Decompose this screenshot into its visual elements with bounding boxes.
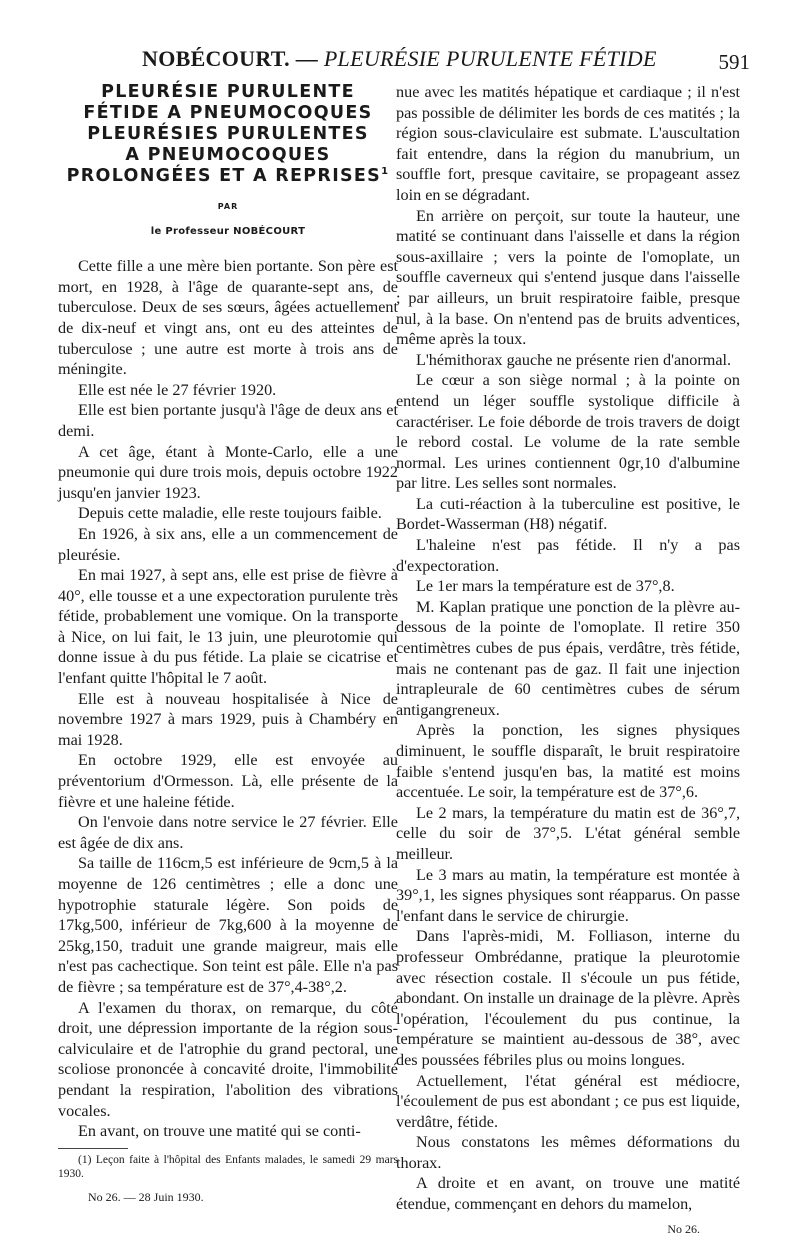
paragraph: Après la ponction, les signes physiques diminuent, le souffle disparaît, le bruit respiratoire faible s'entend jusqu'en bas, la matité est moins accentuée. Le soir, la température est de 37°,6.	[396, 721, 740, 802]
paragraph: A droite et en avant, on trouve une matité étendue, commençant en dehors du mamelon,	[396, 1174, 740, 1214]
title-line: PLEURÉSIES PURULENTES	[87, 124, 369, 144]
paragraph: A l'examen du thorax, on remarque, du côté droit, une dépression importante de la région sous-calviculaire et de l'atrophie du grand pectoral, une scoliose prononcée à concavité droite, l'immobilité pendant la respiration, l'abolition des vibrations vocales.	[58, 998, 398, 1120]
paragraph: Cette fille a une mère bien portante. Son père est mort, en 1928, à l'âge de quarante-sept ans, de tuberculose. Deux de ses sœurs, âgées actuellement de dix-neuf et vingt ans, ont eu des atteintes de tuberculose ; une autre est morte à trois ans de méningite.	[58, 257, 398, 379]
paragraph: Le 2 mars, la température du matin est de 36°,7, celle du soir de 37°,5. L'état général semble meilleur.	[396, 803, 740, 863]
left-column	[58, 82, 398, 1207]
paragraph: On l'envoie dans notre service le 27 février. Elle est âgée de dix ans.	[58, 813, 398, 852]
paragraph-continued: nue avec les matités hépatique et cardiaque ; il n'est pas possible de délimiter les bords de ces matités ; la région sous-claviculaire est submate. L'auscultation fait entendre, dans la région du manubrium, un souffle fort, presque cavitaire, se propageant assez loin en se dégradant.	[396, 83, 740, 204]
paragraph: En avant, on trouve une matité qui se conti-	[78, 1122, 361, 1141]
paragraph: Nous constatons les mêmes déformations du thorax.	[396, 1133, 740, 1172]
title-line: FÉTIDE A PNEUMOCOQUES	[83, 103, 373, 123]
paragraph: Le 3 mars au matin, la température est montée à 39°,1, les signes physiques sont réapparus. On passe l'enfant dans le service de chirurgie.	[396, 865, 740, 925]
paragraph: L'hémithorax gauche ne présente rien d'anormal.	[416, 350, 732, 369]
paragraph: Elle est bien portante jusqu'à l'âge de deux ans et demi.	[58, 401, 398, 440]
running-header	[60, 46, 750, 74]
paragraph: Dans l'après-midi, M. Folliason, interne du professeur Ombrédanne, pratique la pleurotomie avec résection costale. Il s'écoule un pus fétide, abondant. On installe un drainage de la plèvre. Après l'opération, l'écoulement du pus continue, la température se maintient au-dessous de 38°, avec des poussées fébriles plus ou moins longues.	[396, 927, 740, 1069]
paragraph: Le cœur a son siège normal ; à la pointe on entend un léger souffle systolique difficile à caractériser. Le foie déborde de trois travers de doigt le rebord costal. Le volume de la rate semble normal. Les urines contiennent 0gr,10 d'albumine par litre. Les selles sont normales.	[396, 371, 740, 493]
issue-line-left: No 26. — 28 Juin 1930.	[88, 1189, 204, 1204]
running-title-topic: PLEURÉSIE PURULENTE FÉTIDE	[323, 46, 657, 71]
paragraph: La cuti-réaction à la tuberculine est positive, le Bordet-Wasserman (H8) négatif.	[396, 494, 740, 534]
running-title-author: NOBÉCOURT. —	[142, 46, 318, 71]
paragraph: En 1926, à six ans, elle a un commencement de pleurésie.	[58, 524, 398, 564]
page-number: 591	[718, 50, 750, 74]
title-line: A PNEUMOCOQUES	[125, 145, 331, 165]
article-title	[58, 82, 398, 187]
title-line-last	[58, 166, 398, 187]
paragraph: En octobre 1929, elle est envoyée au préventorium d'Ormesson. Là, elle présente de la fièvre et une haleine fétide.	[58, 751, 398, 811]
title-line: PROLONGÉES ET A REPRISES	[66, 166, 382, 186]
paragraph: L'haleine n'est pas fétide. Il n'y a pas d'expectoration.	[396, 536, 740, 575]
paragraph: Le 1er mars la température est de 37°,8.	[416, 577, 675, 596]
paragraph: Elle est à nouveau hospitalisée à Nice de novembre 1927 à mars 1929, puis à Chambéry en mai 1928.	[58, 689, 398, 749]
author-line: le Professeur NOBÉCOURT	[150, 225, 306, 237]
title-line: PLEURÉSIE PURULENTE	[101, 82, 355, 102]
paragraph: A cet âge, étant à Monte-Carlo, elle a une pneumonie qui dure trois mois, depuis octobre 1922 jusqu'en janvier 1923.	[58, 442, 398, 502]
paragraph: Sa taille de 116cm,5 est inférieure de 9cm,5 à la moyenne de 126 centimètres ; elle a donc une hypotrophie staturale légère. Son poids de 17kg,500, inférieur de 7kg,600 à la moyenne de 25kg,150, traduit une grande maigreur, mais elle n'est pas cachectique. Son teint est pâle. Elle n'a pas de fièvre ; sa température est de 37°,4-38°,2.	[58, 854, 398, 996]
paragraph: M. Kaplan pratique une ponction de la plèvre au-dessous de la pointe de l'omoplate. Il retire 350 centimètres cubes de pus épais, verdâtre, très fétide, mais ne contenant pas de gaz. Il fait une injection intrapleurale de 60 centimètres cubes de sérum antigangreneux.	[396, 597, 740, 719]
running-title	[142, 46, 657, 72]
paragraph: Elle est née le 27 février 1920.	[78, 380, 277, 399]
paragraph: Actuellement, l'état général est médiocre, l'écoulement de pus est abondant ; ce pus est liquide, verdâtre, fétide.	[396, 1071, 740, 1131]
issue-line-right: No 26.	[667, 1221, 700, 1236]
paragraph: En mai 1927, à sept ans, elle est prise de fièvre à 40°, elle tousse et a une expectoration purulente très fétide, probablement une vomique. On la transporte à Nice, on lui fait, le 13 juin, une pleurotomie qui donne issue à du pus fétide. La plaie se cicatrise et l'enfant quitte l'hôpital le 7 août.	[58, 566, 398, 688]
by-label: PAR	[217, 202, 239, 211]
footnote-rule	[58, 1148, 128, 1149]
title-footnote-mark: 1	[381, 166, 390, 178]
paragraph: En arrière on perçoit, sur toute la hauteur, une matité se continuant dans l'aisselle et dans la région sous-axillaire ; vers la pointe de l'omoplate, un souffle caverneux qui s'entend jusque dans l'aisselle ; par ailleurs, un bruit respiratoire faible, presque nul, à la base. On n'entend pas de bruits adventices, même après la toux.	[396, 206, 740, 349]
paragraph: Depuis cette maladie, elle reste toujours faible.	[78, 504, 382, 523]
right-column	[396, 82, 740, 1239]
footnote: (1) Leçon faite à l'hôpital des Enfants malades, le samedi 29 mars 1930.	[58, 1153, 398, 1180]
